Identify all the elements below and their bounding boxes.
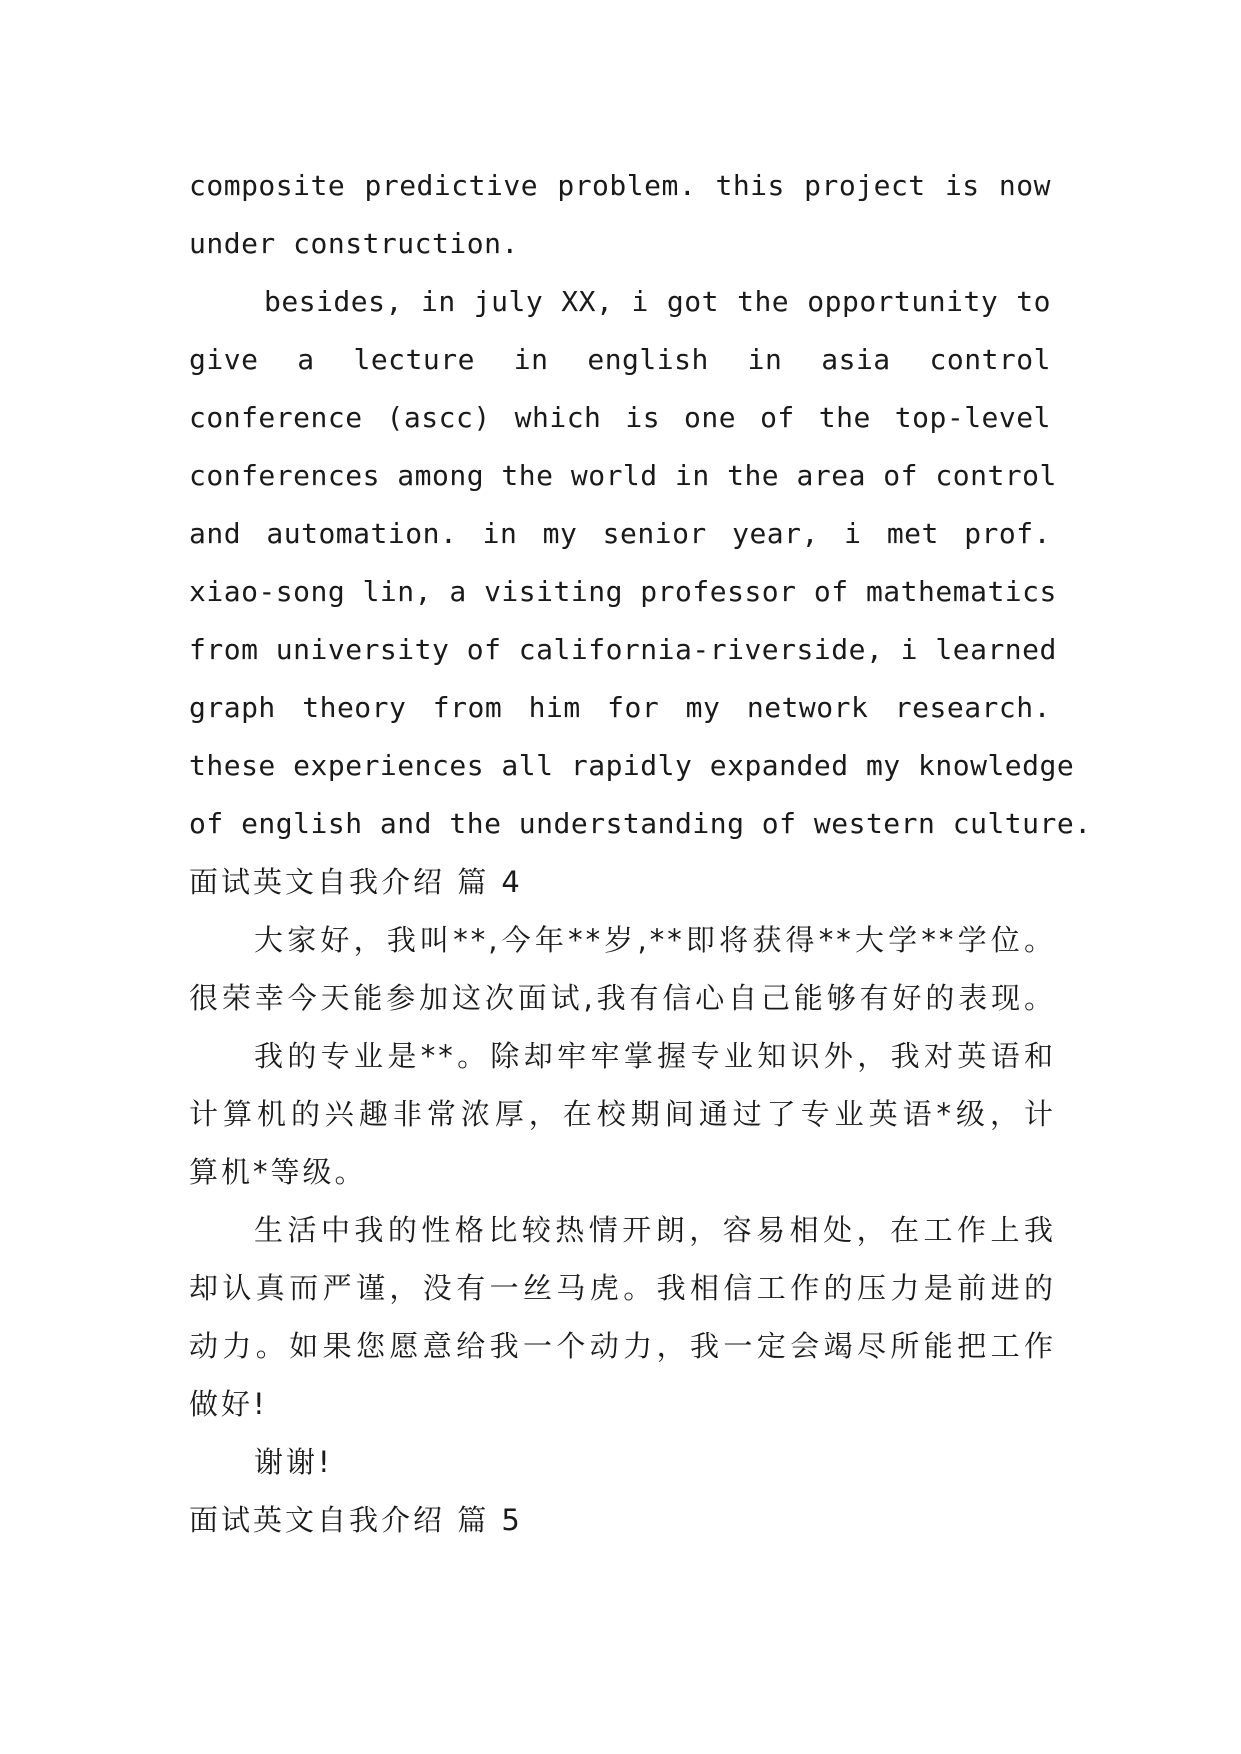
paragraph-line: and automation. in my senior year, i met prof. bbox=[189, 517, 1051, 550]
paragraph-line: conferences among the world in the area of control bbox=[189, 459, 1057, 492]
paragraph-line: 算机*等级。 bbox=[189, 1155, 367, 1189]
paragraph-line: 动力。如果您愿意给我一个动力，我一定会竭尽所能把工作 bbox=[189, 1329, 1056, 1363]
paragraph-line: conference (ascc) which is one of the top-level bbox=[189, 401, 1051, 434]
section-heading: 面试英文自我介绍 篇 4 bbox=[189, 865, 523, 899]
paragraph-line: these experiences all rapidly expanded my knowledge bbox=[189, 749, 1075, 782]
paragraph-line: 做好! bbox=[189, 1387, 268, 1421]
paragraph-line: besides, in july XX, i got the opportunity to bbox=[264, 285, 1051, 318]
section-heading: 面试英文自我介绍 篇 5 bbox=[189, 1503, 523, 1537]
paragraph-line: under construction. bbox=[189, 227, 519, 260]
paragraph-line: 很荣幸今天能参加这次面试,我有信心自己能够有好的表现。 bbox=[189, 981, 1056, 1015]
paragraph-line: 大家好，我叫**,今年**岁,**即将获得**大学**学位。 bbox=[254, 923, 1056, 957]
paragraph-line: give a lecture in english in asia control bbox=[189, 343, 1051, 376]
paragraph-line: 计算机的兴趣非常浓厚，在校期间通过了专业英语*级，计 bbox=[189, 1097, 1056, 1131]
paragraph-line: from university of california-riverside, i learned bbox=[189, 633, 1057, 666]
paragraph-line: graph theory from him for my network research. bbox=[189, 691, 1051, 724]
paragraph-line: composite predictive problem. this project is now bbox=[189, 169, 1051, 202]
paragraph-line: 我的专业是**。除却牢牢掌握专业知识外，我对英语和 bbox=[254, 1039, 1056, 1073]
paragraph-line: of english and the understanding of western culture. bbox=[189, 807, 1092, 840]
paragraph-line: xiao-song lin, a visiting professor of mathematics bbox=[189, 575, 1057, 608]
paragraph-line: 却认真而严谨，没有一丝马虎。我相信工作的压力是前进的 bbox=[189, 1271, 1056, 1305]
paragraph-line: 生活中我的性格比较热情开朗，容易相处，在工作上我 bbox=[254, 1213, 1056, 1247]
paragraph-line: 谢谢! bbox=[254, 1445, 333, 1479]
